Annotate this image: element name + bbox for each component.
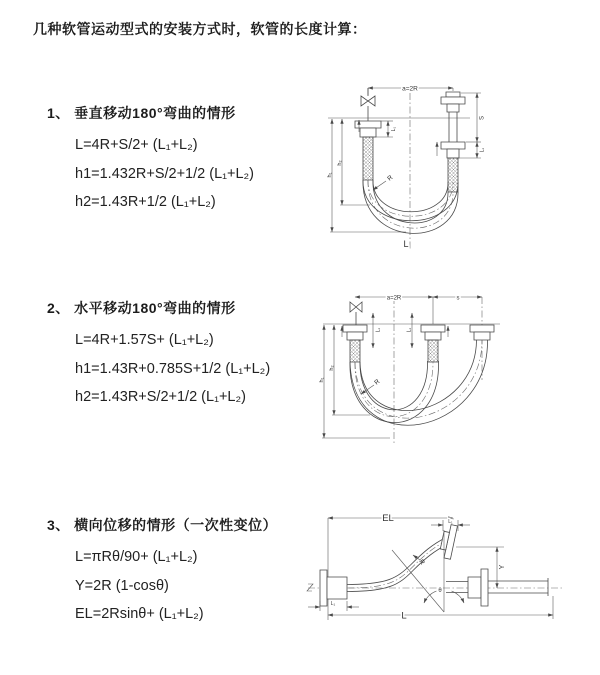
page-title: 几种软管运动型式的安装方式时，软管的长度计算： xyxy=(33,21,367,37)
braid-section xyxy=(448,158,458,192)
hose-s-curve xyxy=(347,538,448,592)
diagram-horizontal-180-bend xyxy=(315,280,585,455)
dim-label-y: Y xyxy=(499,564,506,570)
dimension-a-2r xyxy=(355,296,433,302)
formula-line: EL=2Rsinθ+ (L₁+L₂) xyxy=(75,606,204,622)
dim-label-el: EL xyxy=(382,513,394,524)
braid-section xyxy=(428,340,438,362)
dimension-l1-mid xyxy=(407,313,413,348)
dimension-l1-left xyxy=(373,313,382,348)
section-vertical-movement xyxy=(47,103,254,217)
formula-line: L=4R+S/2+ (L₁+L₂) xyxy=(75,137,198,153)
formula-line: h1=1.43R+0.785S+1/2 (L₁+L₂) xyxy=(75,360,271,377)
dim-label-h1: h₁ xyxy=(327,172,333,178)
hose-end-left xyxy=(343,325,367,362)
dimension-a-2r xyxy=(368,86,453,96)
diagram-vertical-180-bend xyxy=(310,75,600,255)
valve-icon xyxy=(361,88,375,121)
hose-end-right xyxy=(441,92,465,192)
label-r: R xyxy=(373,378,382,387)
formula-line: L=πRθ/90+ (L₁+L₂) xyxy=(75,549,198,565)
dim-label-l1: L₁ xyxy=(406,327,413,333)
dim-label-a2r: a=2R xyxy=(386,295,402,302)
dimension-l xyxy=(328,596,553,622)
formula-line: h1=1.432R+S/2+1/2 (L₁+L₂) xyxy=(75,165,255,182)
hose-u-bend-moved xyxy=(350,340,488,425)
formula-line: L=4R+1.57S+ (L₁+L₂) xyxy=(75,332,214,348)
dim-label-s: S xyxy=(479,115,486,121)
dim-label-l1: L₁ xyxy=(330,601,336,607)
braid-section xyxy=(350,340,360,362)
dim-label-l1: L₁ xyxy=(391,126,397,132)
dimension-l1-left xyxy=(308,601,359,611)
dim-label-h2: h₂ xyxy=(329,365,335,371)
dim-label-s: s xyxy=(456,295,460,302)
formula-line: h2=1.43R+S/2+1/2 (L₁+L₂) xyxy=(75,389,246,405)
dim-label-l: L xyxy=(401,610,407,622)
braid-section xyxy=(363,137,373,180)
section-lateral-displacement xyxy=(47,515,277,629)
dimension-s xyxy=(433,296,482,325)
label-r: R xyxy=(417,558,426,567)
diagram-lateral-displacement xyxy=(300,500,600,645)
centerline-symbol xyxy=(307,584,313,591)
hose-u-bend xyxy=(363,180,458,233)
dim-label-l1: L₁ xyxy=(448,519,453,525)
section-heading: 3、 横向位移的情形（一次性变位） xyxy=(47,517,278,533)
dim-label-h2: h₂ xyxy=(337,160,343,166)
dim-label-l1: L₁ xyxy=(479,147,486,153)
dim-label-l1: L₁ xyxy=(375,327,382,333)
dim-label-l: L xyxy=(403,239,409,249)
hose-end-middle xyxy=(421,325,445,362)
section-horizontal-movement xyxy=(47,298,270,412)
dim-label-h1: h₁ xyxy=(319,377,325,383)
hose-end-tilted-flange xyxy=(439,524,458,560)
label-theta: θ xyxy=(438,588,442,594)
formula-line: h2=1.43R+1/2 (L₁+L₂) xyxy=(75,194,216,210)
valve-icon xyxy=(350,302,362,325)
dim-label-a2r: a=2R xyxy=(402,85,418,93)
label-r: R xyxy=(386,174,395,183)
hose-end-right-ghost xyxy=(470,325,494,340)
formula-line: Y=2R (1-cosθ) xyxy=(75,577,169,594)
section-heading: 1、 垂直移动180°弯曲的情形 xyxy=(47,105,236,121)
radius-callout xyxy=(373,174,395,190)
section-heading: 2、 水平移动180°弯曲的情形 xyxy=(47,300,236,316)
